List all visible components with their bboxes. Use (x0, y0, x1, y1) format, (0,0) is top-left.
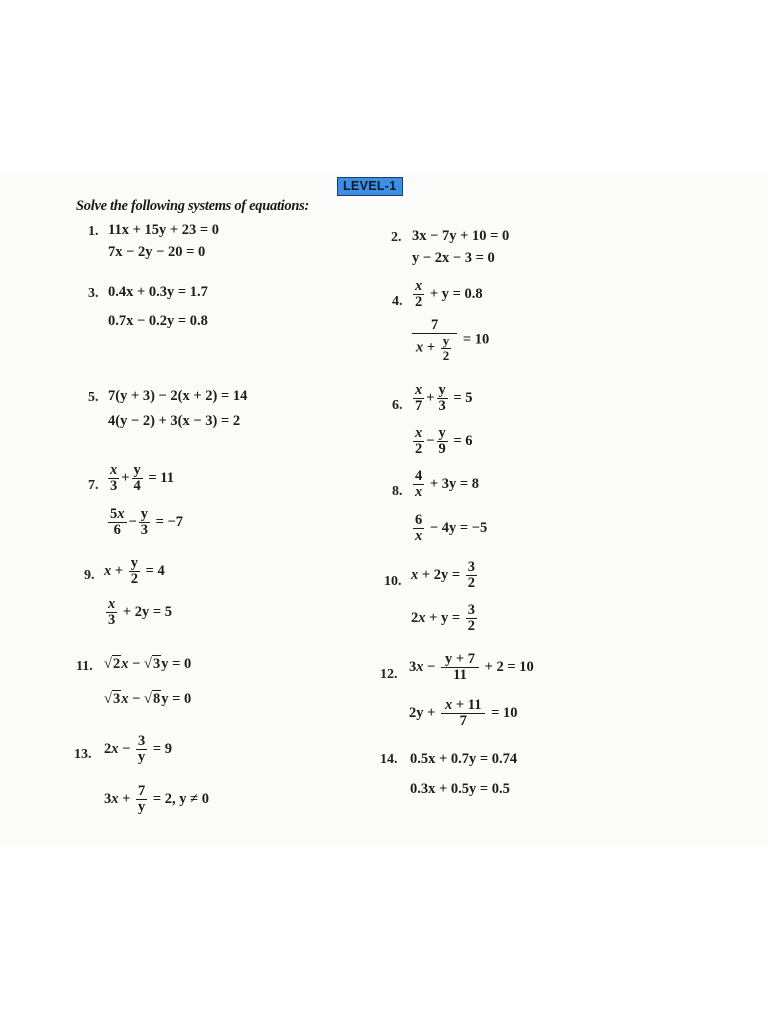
problem-number: 4. (392, 294, 403, 309)
equation: 0.7x − 0.2y = 0.8 (108, 313, 208, 329)
problem-number: 10. (384, 574, 402, 589)
problem-number: 14. (380, 752, 398, 767)
problem-number: 9. (84, 568, 95, 583)
equation: 7(y + 3) − 2(x + 2) = 14 (108, 388, 248, 404)
equation: y − 2x − 3 = 0 (412, 250, 495, 266)
problem-number: 7. (88, 478, 99, 493)
equation: x + $\frac{y}{2}$ = 4 (104, 555, 165, 588)
problem-number: 13. (74, 747, 92, 762)
equation: 0.4x + 0.3y = 1.7 (108, 284, 208, 300)
problem-number: 8. (392, 484, 403, 499)
equation: 2x − $\frac{3}{y}$ = 9 (104, 733, 173, 766)
equation: $\frac{x}{2}$ − $\frac{y}{9}$ = 6 (415, 425, 473, 458)
equation: 7x − 2y − 20 = 0 (108, 244, 206, 260)
equation: $\frac{5x}{6}$ − $\frac{y}{3}$ = −7 (110, 506, 184, 539)
equation: 2y + $\frac{x + 11}{7}$ = 10 (409, 697, 518, 730)
equation: 3x + $\frac{7}{y}$ = 2, y ≠ 0 (104, 783, 209, 816)
equation: $\frac{6}{x}$ − 4y = −5 (415, 512, 488, 545)
equation: 2x + y = $\frac{3}{2}$ (411, 602, 476, 635)
equation: 0.3x + 0.5y = 0.5 (410, 781, 510, 797)
problem-number: 2. (391, 230, 402, 245)
equation: √2x − √3y = 0 (104, 656, 192, 672)
equation: $\frac{x}{3}$ + 2y = 5 (108, 596, 173, 629)
equation: 0.5x + 0.7y = 0.74 (410, 751, 518, 767)
equation: $\frac{x}{2}$ + y = 0.8 (415, 278, 483, 311)
equation: 7 x + $\frac{y}{2}$ = 10 (410, 318, 489, 363)
problem-number: 5. (88, 390, 99, 405)
level-badge: LEVEL-1 (337, 177, 403, 196)
equation: √3x − √8y = 0 (104, 691, 192, 707)
equation: $\frac{x}{7}$ + $\frac{y}{3}$ = 5 (415, 382, 473, 415)
equation: x + 2y = $\frac{3}{2}$ (411, 559, 476, 592)
problem-number: 1. (88, 224, 99, 239)
equation: 3x − 7y + 10 = 0 (412, 228, 510, 244)
problem-number: 11. (76, 659, 93, 674)
instruction-heading: Solve the following systems of equations: (76, 198, 309, 214)
problem-number: 12. (380, 667, 398, 682)
problem-number: 6. (392, 398, 403, 413)
equation: 11x + 15y + 23 = 0 (108, 222, 219, 238)
problem-number: 3. (88, 286, 99, 301)
equation: $\frac{x}{3}$ + $\frac{y}{4}$ = 11 (110, 462, 174, 495)
equation: 4(y − 2) + 3(x − 3) = 2 (108, 413, 241, 429)
equation: $\frac{4}{x}$ + 3y = 8 (415, 468, 480, 501)
equation: 3x − $\frac{y + 7}{11}$ + 2 = 10 (409, 651, 534, 684)
